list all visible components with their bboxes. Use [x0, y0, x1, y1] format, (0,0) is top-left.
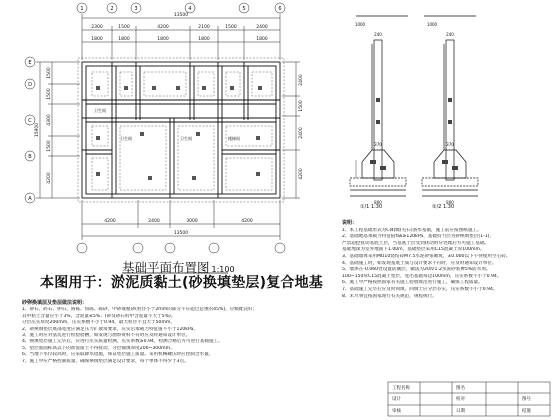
notes-right-line: 100~150厚C15混凝土垫层，宽出基础每边100mm，压实系数不小于0.94。 [342, 273, 502, 279]
dim-left-3: 1500 [47, 140, 52, 152]
sec-right-dim-1: 370 [446, 142, 454, 147]
dim-top-1: 1500 [118, 25, 130, 30]
room-label-1: 卫生间 [120, 136, 132, 141]
notes-right-line: 8、未尽事宜按国家现行有关规范、规程执行。 [342, 293, 437, 299]
room-label-0: 卫生间 [94, 108, 106, 113]
sec-left-dim-0: 240 [374, 32, 382, 37]
dim-top-outer: 13500 [173, 13, 189, 18]
dim-left-1: 1500 [47, 88, 52, 100]
dim-left-outer: 15900 [35, 122, 40, 138]
notes-left-line: 2、砂换填垫层底部宽度应满足压力扩散角要求，压实后承载力特征值不小于120kPa。 [22, 326, 198, 332]
title-block-cell: 图号 [522, 397, 531, 402]
dim-bottom-2: 3000 [186, 219, 198, 224]
notes-left-line: 1、砂石、碎石、卵石、圆砾、角砾、砾砂、中砂或粗砂(粒径小于2mm的部分不应超过总重的45%)，应级配良好； [22, 307, 258, 313]
dim-top-inner-2: 1800 [157, 37, 169, 42]
dim-left-0: 1500 [47, 67, 52, 79]
notes-right-line: 1、本工程基础形式为C(Ⅱ)级(毛石)条形基础，施工前应按图纸施工。 [342, 227, 482, 233]
left-dimensions [36, 62, 80, 198]
notes-left-line: 其中粘土含量应小于3%，含泥量≤5%；(砂及砂石料中含泥量不大于5%)。 [22, 313, 176, 319]
section-label-right: ②/2 1:30 [432, 204, 455, 210]
section-detail-left-hatch [370, 98, 386, 170]
notes-left-line: 分层压实厚度200mm，压实系数不小于0.94，最大粒径不宜大于50mm。 [22, 320, 175, 326]
grid-label-left-0: E [28, 60, 32, 66]
dim-bottom-1: 2400 [148, 219, 160, 224]
notes-left-heading: 砂卵换填层及垫层做法说明： [22, 300, 88, 306]
sec-right-dim-2: 800 [446, 200, 454, 205]
notes-left-line: 6、当地下水位较高时，应采取降水措施，保证垫层施工质量。采用机械碾压时应控制含水量。 [22, 352, 214, 358]
notes-right-line: 5、墙体在-0.060处设置防潮层，做法为20厚1:2水泥砂浆掺5%防水剂。 [342, 267, 491, 273]
section-detail-left [350, 16, 408, 196]
grid-label-left-4: A [28, 196, 32, 202]
title-block-cell: 设计 [392, 397, 401, 402]
section-dimension-text [355, 22, 454, 205]
sec-right-dim-3: 1000 [426, 22, 438, 27]
grid-label-top-2: 3 [134, 6, 138, 12]
grid-bubbles-left [25, 57, 35, 203]
title-block-cell: 结施 [522, 409, 531, 414]
room-label-2: 卫生间 [180, 136, 192, 141]
grid-label-top-3: 4 [188, 6, 192, 12]
notes-right-line: 7、基础施工完毕后应及时回填，回填土应分层夯实，压实系数不小于0.94。 [342, 286, 498, 292]
notes-right-line: 3、基础墙体采用MU10烧结砖M7.5水泥砂浆砌筑，±0.000以下不得使用空心砖。 [342, 253, 511, 259]
footing-dashes [78, 58, 284, 202]
notes-left-line: 5、垫层底面标高以下的淤泥质土不得扰动，分层铺填厚度200~300mm。 [22, 345, 175, 351]
grid-label-top-1: 2 [110, 6, 114, 12]
dim-left-2: 4300 [47, 114, 52, 126]
section-detail-right-hatch [442, 98, 458, 170]
right-dimensions [282, 62, 300, 198]
plan-scale: 1:100 [211, 265, 235, 274]
dim-bottom-outer: 13500 [173, 231, 189, 236]
section-detail-right [422, 16, 478, 196]
usage-line: 本图用于：淤泥质黏土(砂换填垫层)复合地基 [40, 275, 323, 291]
notes-left [22, 300, 310, 365]
notes-right-line: 基础埋深为室外地面下1.00m，基础垫层采用C15混凝土厚100mm。 [342, 247, 485, 253]
dim-bottom-0: 4200 [104, 219, 116, 224]
title-block-cell: 日期 [456, 409, 465, 414]
notes-right-line: 2、基础地基承载力特征值fak≥120kPa，基础持力层为砂换填垫层(1-1)， [342, 234, 495, 240]
title-block-cell: 审核 [392, 409, 401, 414]
dim-top-inner-1: 1800 [118, 37, 130, 42]
grid-bubbles-bottom [77, 243, 285, 253]
grid-label-left-3: B [28, 154, 32, 160]
grid-bubbles-top [77, 3, 285, 13]
dim-top-0: 2300 [91, 25, 103, 30]
dim-right-2: 2400 [299, 127, 304, 139]
plan-title-text: 基础平面布置图 [122, 260, 210, 275]
dim-top-inner-4: 1800 [256, 37, 268, 42]
notes-right [342, 220, 547, 300]
grid-label-top-5: 6 [278, 6, 282, 12]
sec-left-dim-1: 370 [374, 142, 382, 147]
notes-left-line: 3、施工时应对基坑进行检验验槽，如发现与勘察资料不符时应及时通知设计单位。 [22, 333, 191, 339]
notes-left-line: 7、施工中应严格控制质量，确保换填垫层满足设计要求，每个单体不得少于3点。 [22, 358, 189, 364]
title-block-cell: 工程名称 [392, 386, 410, 391]
dim-bottom-3: 4200 [241, 219, 253, 224]
dim-top-4: 1500 [225, 25, 237, 30]
notes-right-line: 严禁超挖扰动基底土层，当基底土层受到扰动时应处理后方可施工基础。 [342, 240, 490, 246]
top-dimensions [82, 14, 280, 60]
dim-top-inner-0: 1800 [91, 37, 103, 42]
dim-top-3: 2100 [198, 25, 210, 30]
dim-left-4: 4200 [47, 172, 52, 184]
dim-top-5: 2400 [256, 25, 268, 30]
notes-right-line: 4、基础施工时，如发现基底土质与设计要求不符时，应及时通知设计单位。 [342, 260, 497, 266]
notes-right-line: 6、施工中严格按照国家有关施工验收规范进行施工，确保工程质量。 [342, 280, 483, 286]
notes-right-heading: 说明： [342, 220, 358, 226]
title-block-cell: 图名 [456, 386, 465, 391]
foundation-walls [82, 62, 280, 198]
grid-label-left-2: C [28, 118, 32, 124]
notes-left-line: 4、换填垫层施工完毕后，应进行压实质量检测，压实系数≥0.94，检测合格后方可进行基础施工。 [22, 339, 223, 345]
dim-top-2: 4200 [157, 25, 169, 30]
room-label-3: 楼梯间 [228, 136, 240, 141]
grid-label-left-1: D [28, 82, 32, 88]
title-block-cell: 校对 [456, 397, 465, 402]
dim-right-1: 1500 [299, 100, 304, 112]
sec-left-dim-3: 1000 [354, 22, 366, 27]
dimension-text [34, 12, 304, 236]
grid-label-top-0: 1 [80, 6, 84, 12]
sec-right-dim-0: 240 [446, 32, 454, 37]
sec-left-dim-2: 800 [374, 200, 382, 205]
grid-label-top-4: 5 [242, 6, 246, 12]
dim-right-3: 4200 [299, 168, 304, 180]
dim-top-inner-3: 1800 [198, 37, 210, 42]
section-label-left: ①/1 1:30 [360, 204, 383, 210]
dim-right-0: 2400 [299, 74, 304, 86]
